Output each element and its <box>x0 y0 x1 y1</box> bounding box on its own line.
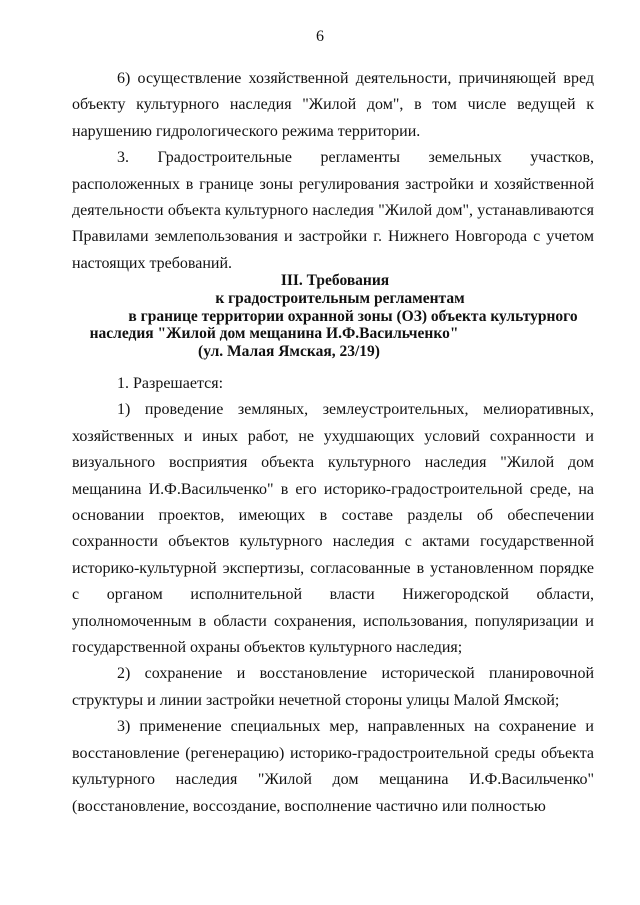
heading-line-1: III. Требования <box>280 272 390 289</box>
paragraph-item-6: 6) осуществление хозяйственной деятельности, причиняющей вред объекту культурного наследия "Жилой дом", в том числе ведущей к нарушению гидрологического режима территории. <box>72 70 594 140</box>
paragraph-item-3-measures: 3) применение специальных мер, направленных на сохранение и восстановление (регенерацию) историко-градостроительной среды объекта культурного наследия "Жилой дом мещанина И.Ф.Васильченко" (восстановление, воссоздание, восполнение частично или полностью <box>72 718 594 815</box>
heading-line-4: наследия "Жилой дом мещанина И.Ф.Васильченко" <box>89 325 459 343</box>
heading-line-5: (ул. Малая Ямская, 23/19) <box>198 343 380 361</box>
section-heading <box>72 272 594 361</box>
heading-line-3: в границе территории охранной зоны (ОЗ) объекта культурного <box>128 307 578 325</box>
paragraph-item-3-regulations: 3. Градостроительные регламенты земельных участков, расположенных в границе зоны регулирования застройки и хозяйственной деятельности объекта культурного наследия "Жилой дом", устанавливаются Правилами землепользования и застройки г. Нижнего Новгорода с учетом настоящих требований. <box>72 149 594 272</box>
paragraph-item-1-works: 1) проведение земляных, землеустроительных, мелиоративных, хозяйственных и иных работ, не ухудшающих условий сохранности и визуального восприятия объекта культурного наследия "Жилой дом мещанина И.Ф.Васильченко" в его историко-градостроительной среде, на основании проектов, имеющих в составе разделы об обеспечении сохранности объектов культурного наследия с актами государственной историко-культурной экспертизы, согласованные в установленном порядке с органом исполнительной власти Нижегородской области, уполномоченным в области сохранения, использования, популяризации и государственной охраны объектов культурного наследия; <box>72 401 594 657</box>
main-text-block <box>72 371 594 820</box>
heading-line-2: к градостроительным регламентам <box>215 289 465 307</box>
paragraph-item-2-preservation: 2) сохранение и восстановление исторической планировочной структуры и линии застройки нечетной стороны улицы Малой Ямской; <box>72 665 594 709</box>
top-text-block <box>72 66 594 277</box>
paragraph-allowed: 1. Разрешается: <box>117 375 224 392</box>
page-number: 6 <box>316 28 324 45</box>
